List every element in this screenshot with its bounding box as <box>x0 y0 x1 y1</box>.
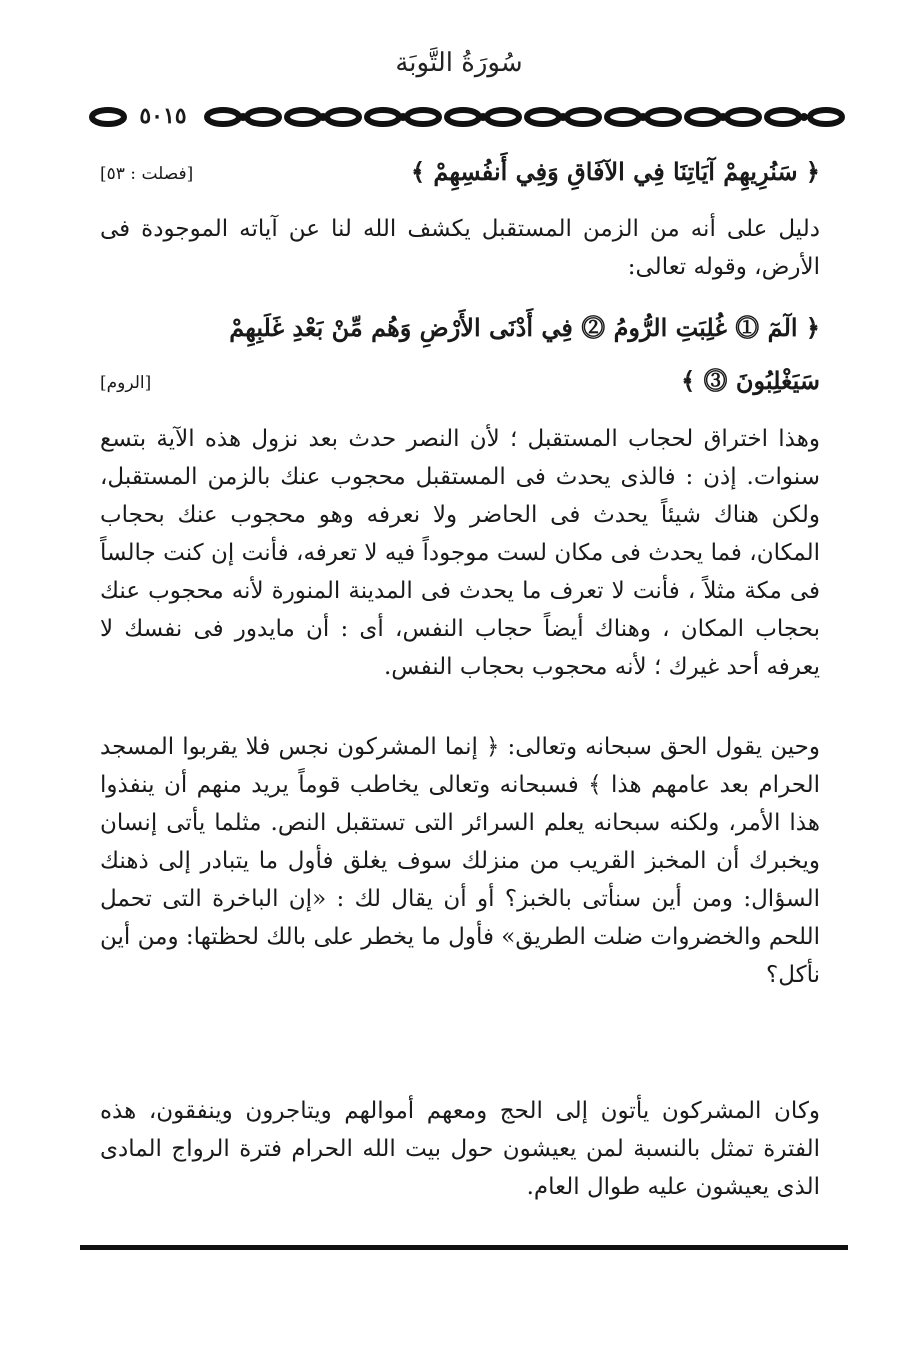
paragraph-2: وهذا اختراق لحجاب المستقبل ؛ لأن النصر حدث بعد نزول هذه الآية بتسع سنوات. إذن : فالذى يحدث فى المستقبل محجوب عنك بالزمن المستقبل، ولكن هناك شيئاً يحدث فى الحاضر ولا نعرفه وهو محجوب عنك بحجاب المكان، فما يحدث فى مكان لست موجوداً فيه لا تعرفه، فأنت إن كنت جالساً فى مكة مثلاً ، فأنت لا تعرف ما يحدث فى المدينة المنورة لأنه محجوب عنك بحجاب المكان ، وهناك أيضاً حجاب النفس، أى : أن مايدور فى نفسك لا يعرفه أحد غيرك ؛ لأنه محجوب بحجاب النفس. <box>100 426 820 680</box>
paragraph-4: وكان المشركون يأتون إلى الحج ومعهم أموالهم ويتاجرون وينفقون، هذه الفترة تمثل بالنسبة لمن يعيشون حول بيت الله الحرام فترة الرواج المادى الذى يعيشون عليه طوال العام. <box>100 1098 820 1200</box>
verse-reference: [فصلت : ٥٣] <box>100 164 194 184</box>
footer-divider <box>80 1245 848 1250</box>
ornamental-border <box>88 102 848 132</box>
page-number: ٥٠١٥ <box>128 103 198 129</box>
surah-title: سُورَةُ التَّوبَة <box>395 48 523 78</box>
verse-text: ﴿ سَنُرِيهِمْ آيَاتِنَا فِي الآفَاقِ وَفِي أَنفُسِهِمْ ﴾ <box>410 157 820 186</box>
paragraph-3: وحين يقول الحق سبحانه وتعالى: ﴿ إنما المشركون نجس فلا يقربوا المسجد الحرام بعد عامهم هذا ﴾ فسبحانه وتعالى يخاطب قوماً يريد منهم أن ينفذوا هذا الأمر، ولكنه سبحانه يعلم السرائر التى تستقبل النص. مثلما يأتى إنسان ويخبرك أن المخبز القريب من منزلك سوف يغلق فأول ما يتبادر إلى ذهنك السؤال: ومن أين سنأتى بالخبز؟ أو أن يقال لك : «إن الباخرة التى تحمل اللحم والخضروات ضلت الطريق» فأول ما يخطر على بالك لحظتها: ومن أين نأكل؟ <box>100 734 820 988</box>
verse-reference: [الروم] <box>100 373 152 393</box>
quran-verse-1 <box>100 152 820 194</box>
quran-verse-2-line-2 <box>100 361 820 403</box>
quran-verse-2-line-1: ﴿ الٓمٓ ⓵ غُلِبَتِ الرُّومُ ⓶ فِي أَدْنَى الأَرْضِ وَهُم مِّنْ بَعْدِ غَلَبِهِمْ <box>229 313 820 342</box>
verse-text: سَيَغْلِبُونَ ⓷ ﴾ <box>681 366 820 395</box>
paragraph-1: دليل على أنه من الزمن المستقبل يكشف الله لنا عن آياته الموجودة فى الأرض، وقوله تعالى: <box>100 216 820 280</box>
